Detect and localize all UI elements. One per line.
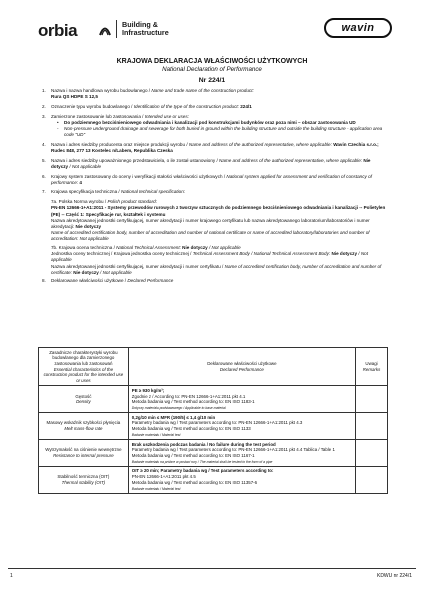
product-standard: PN-EN 12666-1+A1:2011 - Systemy przewodów rurowych z tworzyw sztucznych do podziemnego bezciśnieniowego odwadniania i kanalizacji -- Polietylen (PE) -- Część 1: Specyfikacje rur, kształtek i systemu <box>51 205 386 217</box>
remarks-cell <box>356 440 388 467</box>
remarks-cell <box>356 413 388 440</box>
document-code: KDWU nr 224/1 <box>376 573 412 579</box>
item-6: 6. Krajowy system zastosowany do oceny i weryfikacji stałości właściwości użytkowych / National system applied for assessment and verification of constancy of performance: 4 <box>42 173 372 185</box>
item-8: 8. Deklarowane właściwości użytkowe / Declared Performance <box>42 278 174 284</box>
header <box>38 18 392 42</box>
table-row <box>39 413 388 440</box>
item-5: 5. Nazwa i adres siedziby upoważnionego przedstawiciela, o ile został ustanowiony / Name and address of the authorized representative, where applicable: Nie dotyczy / Not applicable <box>42 157 371 169</box>
orbia-logo-icon <box>98 21 112 37</box>
item-2: 2. Oznaczenie typu wyrobu budowlanego / Identification of the type of the construction product: 224/1 <box>42 103 252 109</box>
logo-divider <box>116 20 117 38</box>
performance-cell: Brak uszkodzenia podczas badania / No failure during the test period Parametry badania wg / Test parameters according to: PN-EN 12666-1+A1:2011 pkt 4.4 Tablica / Table 1 Metoda badania wg / Test method according to: EN ISO 1167-1 Badanie materiału na próbce w postaci rury / The material shall be tested in the form of a pipe <box>128 440 355 467</box>
col-header-characteristics: Zasadnicze charakterystyki wyrobu budowlanego dla zamierzonego zastosowania lub zastosowań Essential characteristics of the construction product for the intended use or uses <box>39 348 129 386</box>
item-3: 3. Zamierzone zastosowanie lub zastosowania / Intended use or uses: • Do podziemnego bezciśnieniowego odwadniania i kanalizacji pod konstrukcjami budynków oraz poza nimi – obszar zastosowania UD - Non-pressure underground drainage and sewerage for both buried in ground within the building structure and outside the building structure - application area code "UD" <box>38 114 388 139</box>
performance-cell: 0,2g/10 min ≤ MFR (190/5) ≤ 1,4 g/10 min Parametry badania wg / Test parameters according to: PN-EN 12666-1+A1:2011 pkt 4.3 Metoda badania wg / Test method according to: EN ISO 1133 Badanie materiału / Material test <box>128 413 355 440</box>
declared-performance-table <box>38 347 388 494</box>
table-row <box>39 466 388 493</box>
document-subtitle: National Declaration of Performance <box>162 66 262 73</box>
product-name: Rura QS HDPE S 12,5 <box>51 94 98 100</box>
table-row <box>39 386 388 413</box>
intended-use-en: - Non-pressure underground drainage and sewerage for both buried in ground within the building structure and outside the building structure - application area code "UD" <box>57 125 383 138</box>
characteristic-cell: Masowy wskaźnik szybkości płynięcia Melt mass-flow rate <box>39 413 129 440</box>
manufacturer-address: Wavin Czechia s.r.o.; Rudec 848, 277 13 Kostelec n/Labem, Republika Czeska <box>51 141 379 153</box>
table-header-row <box>39 348 388 386</box>
section-7b: 7b. Krajowa ocena techniczna / National Technical Assessment: Nie dotyczy / Not applicable Jednostka oceny technicznej / Krajowa jednostka oceny technicznej / Technical Assessment Body / National Technical Assessment Body: Nie dotyczy / Not applicable Nazwa akredytowanej jednostki certyfikującej, numer akredytacji i numer certyfikatu / Name of accredited certification body, number of accreditation and number of certificate: Nie dotyczy / Not applicable <box>51 244 382 275</box>
performance-cell: OIT ≥ 20 min; Parametry badania wg / Test parameters according to: PN-EN 12666-1+A1:2011 pkt 4.5 Metoda badania wg / Test method according to: EN ISO 11357-6 Badanie materiału / Material test <box>128 466 355 493</box>
section-7a: 7a. Polska Norma wyrobu / Polish product standard: PN-EN 12666-1+A1:2011 - Systemy przewodów rurowych z tworzyw sztucznych do podziemnego bezciśnieniowego odwadniania i kanalizacji -- Polietylen (PE) -- Część 1: Specyfikacje rur, kształtek i systemu Nazwa akredytowanej jednostki certyfikującej, numer akredytacji i numer krajowego certyfikatu lub nazwa akredytowanego laboratorium/laboratoriów i numer akredytacji: Nie dotyczy Name of accredited certification body, number of accreditation and number of national certificate or name of accredited laboratory/laboratories and number of accreditation: Not applicable <box>51 199 386 242</box>
col-header-performance: Deklarowane właściwości użytkowe Declared Performance <box>128 348 355 386</box>
characteristic-cell: Gęstość Density <box>39 386 129 413</box>
col-header-remarks: Uwagi Remarks <box>356 348 388 386</box>
document-title: KRAJOWA DEKLARACJA WŁAŚCIWOŚCI UŻYTKOWYCH <box>116 58 308 65</box>
wavin-logo: wavin <box>324 18 392 38</box>
product-type-id: 224/1 <box>240 103 252 109</box>
characteristic-cell: Wytrzymałość na ciśnienie wewnętrzne Resistance to internal pressure <box>39 440 129 467</box>
building-infrastructure-label: Building & Infrastructure <box>122 20 169 37</box>
item-4: 4. Nazwa i adres siedziby producenta oraz miejsce produkcji wyrobu / Name and address of the authorized representative, where applicable: Wavin Czechia s.r.o.; Rudec 848, 277 13 Kostelec n/Labem, Republika Czeska <box>42 141 379 153</box>
item-7: 7. Krajowa specyfikacja techniczna / National technical specification: <box>42 189 186 195</box>
item-1: 1. Nazwa i nazwa handlowa wyrobu budowlanego / Name and trade name of the construction product: Rura QS HDPE S 12,5 <box>42 88 254 100</box>
document-number: Nr 224/1 <box>198 77 226 84</box>
orbia-logo-text: orbia <box>38 21 78 40</box>
table-row <box>39 440 388 467</box>
performance-cell: PE ≥ 930 kg/m³; Zgodnie z / According to: PN-EN 12666-1+A1:2011 pkt 4.1 Metoda badania wg / Test method according to: EN ISO 1183-1 Dotyczy materiału podstawowego / Applicable to base material <box>128 386 355 413</box>
remarks-cell <box>356 386 388 413</box>
intended-use-pl: • Do podziemnego bezciśnieniowego odwadniania i kanalizacji pod konstrukcjami budynków oraz poza nimi – obszar zastosowania UD <box>57 119 356 125</box>
page-number: 1 <box>10 573 13 579</box>
declaration-body <box>38 88 388 288</box>
remarks-cell <box>356 466 388 493</box>
footer-divider <box>8 568 416 569</box>
characteristic-cell: Stabilność termiczna (OIT) Thermal stability (OIT) <box>39 466 129 493</box>
